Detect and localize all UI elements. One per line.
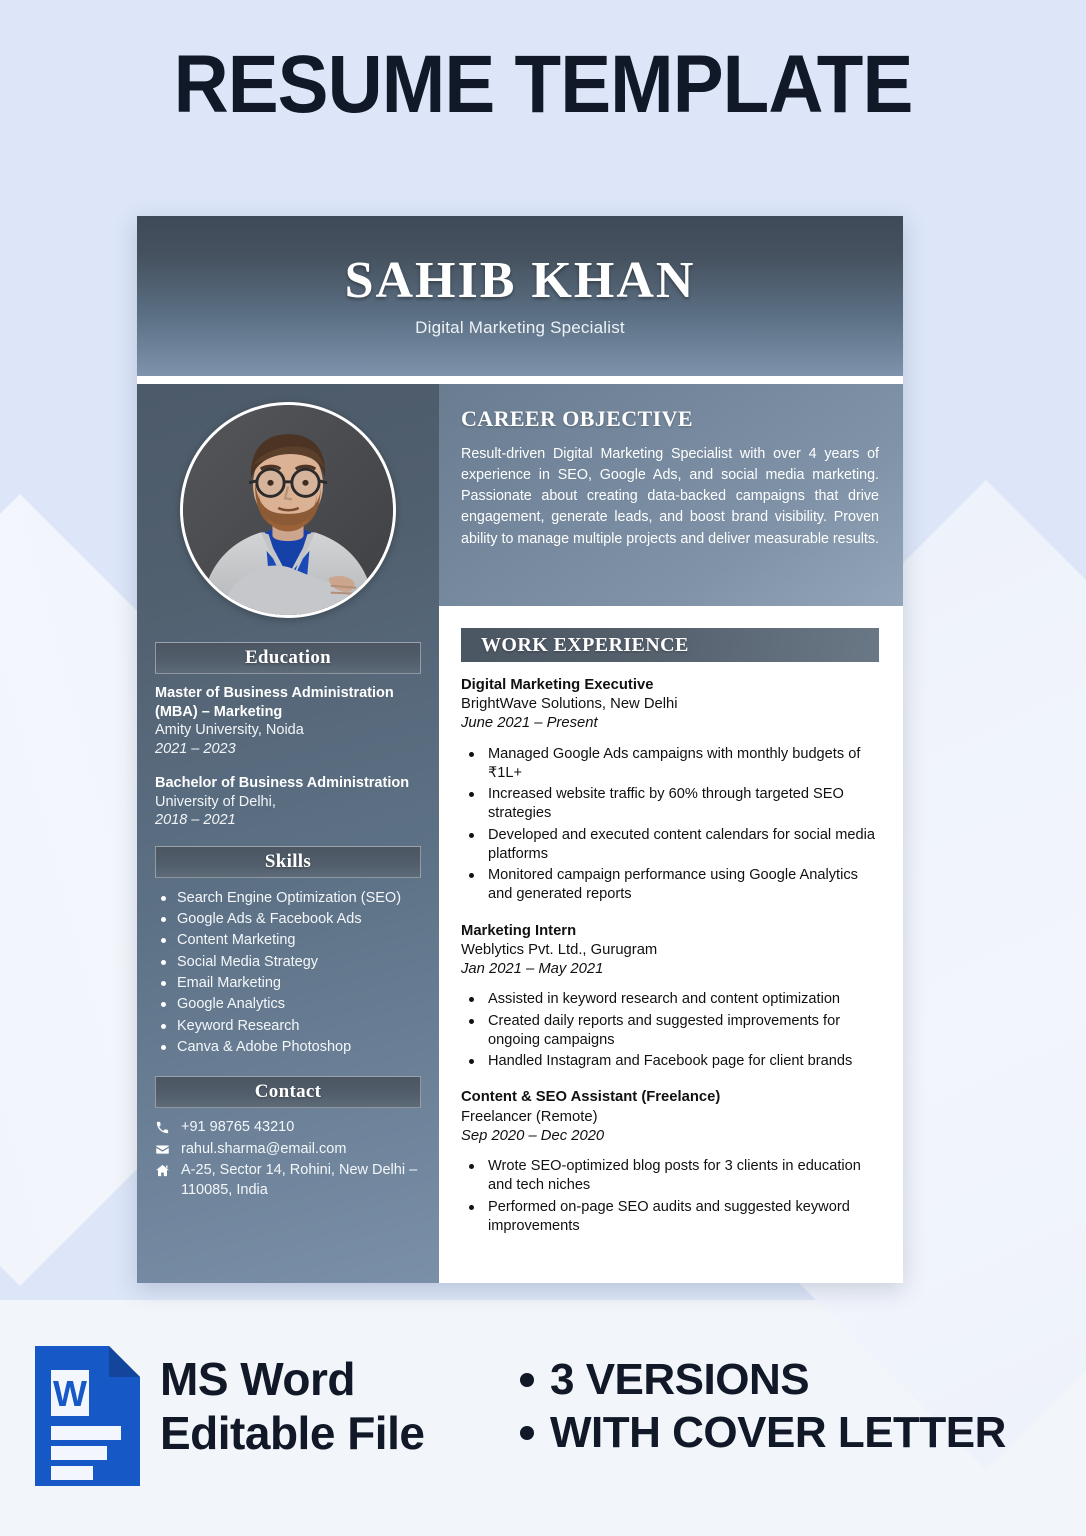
bullet-dot-icon <box>520 1426 534 1440</box>
footer-feature-label: WITH COVER LETTER <box>550 1407 1006 1457</box>
list-item: Assisted in keyword research and content optimization <box>461 990 879 1009</box>
career-objective-section <box>439 384 903 606</box>
candidate-name: SAHIB KHAN <box>344 252 696 310</box>
education-school: Amity University, Noida <box>155 722 304 739</box>
contact-list <box>155 1118 421 1200</box>
resume-header <box>137 216 903 376</box>
resume-main-column <box>439 384 903 1283</box>
list-item: Google Analytics <box>155 994 421 1015</box>
career-objective-text: Result-driven Digital Marketing Specialist with over 4 years of experience in SEO, Google Ads, and social media marketing. Passionate about creating data-backed campaigns that drive engagement, generate leads, and boost brand visibility. Proven ability to manage multiple projects and deliver measurable results. <box>461 446 879 547</box>
avatar <box>180 402 396 618</box>
portrait-photo-icon <box>183 405 393 615</box>
contact-phone-value: +91 98765 43210 <box>181 1119 295 1136</box>
contact-section <box>137 1076 439 1200</box>
footer-left-line-2: Editable File <box>160 1407 425 1460</box>
job-title: Content & SEO Assistant (Freelance) <box>461 1089 721 1106</box>
home-icon <box>155 1161 172 1178</box>
footer-banner <box>0 1330 1086 1536</box>
job-organization: Weblytics Pvt. Ltd., Gurugram <box>461 941 658 958</box>
list-item: Created daily reports and suggested improvements for ongoing campaigns <box>461 1012 879 1051</box>
page-title: RESUME TEMPLATE <box>173 39 913 130</box>
list-item: Search Engine Optimization (SEO) <box>155 888 421 909</box>
contact-heading: Contact <box>155 1076 421 1108</box>
work-experience-section <box>439 606 903 1236</box>
list-item: Content Marketing <box>155 930 421 951</box>
career-objective-heading: CAREER OBJECTIVE <box>461 406 693 431</box>
education-degree: Master of Business Administration (MBA) – Marketing <box>155 685 394 720</box>
list-item: Handled Instagram and Facebook page for client brands <box>461 1052 879 1071</box>
list-item: Developed and executed content calendars for social media platforms <box>461 826 879 865</box>
job-dates: Jan 2021 – May 2021 <box>461 961 604 978</box>
work-experience-heading: WORK EXPERIENCE <box>461 628 879 662</box>
job-entry <box>461 922 879 980</box>
education-item <box>155 684 421 758</box>
education-school: University of Delhi, <box>155 793 276 810</box>
job-title: Marketing Intern <box>461 922 577 939</box>
contact-address-value: A-25, Sector 14, Rohini, New Delhi – 110085, India <box>181 1162 418 1198</box>
skills-section <box>137 846 439 1059</box>
contact-email-row <box>155 1140 421 1159</box>
list-item: Google Ads & Facebook Ads <box>155 909 421 930</box>
job-bullet-list <box>461 1157 879 1236</box>
job-dates: June 2021 – Present <box>461 715 598 732</box>
education-heading: Education <box>155 642 421 674</box>
job-dates: Sep 2020 – Dec 2020 <box>461 1127 605 1144</box>
word-letter: W <box>53 1373 87 1414</box>
education-degree: Bachelor of Business Administration <box>155 775 410 792</box>
job-entry <box>461 1088 879 1146</box>
candidate-role: Digital Marketing Specialist <box>415 317 625 337</box>
resume-preview-card <box>137 216 903 1283</box>
envelope-icon <box>155 1140 172 1157</box>
header-divider-rule <box>137 376 903 384</box>
footer-feature-item <box>520 1407 1006 1460</box>
contact-phone-row <box>155 1118 421 1137</box>
skills-heading: Skills <box>155 846 421 878</box>
education-section <box>137 642 439 830</box>
footer-feature-list <box>520 1354 1006 1460</box>
list-item: Managed Google Ads campaigns with monthly budgets of ₹1L+ <box>461 745 879 784</box>
job-organization: Freelancer (Remote) <box>461 1108 598 1125</box>
contact-address-row <box>155 1161 421 1200</box>
list-item: Performed on-page SEO audits and suggested keyword improvements <box>461 1198 879 1237</box>
education-years: 2018 – 2021 <box>155 812 236 829</box>
list-item: Monitored campaign performance using Google Analytics and generated reports <box>461 866 879 905</box>
job-bullet-list <box>461 745 879 905</box>
ms-word-file-icon <box>35 1346 140 1486</box>
job-title: Digital Marketing Executive <box>461 677 654 693</box>
resume-body <box>137 384 903 1283</box>
list-item: Keyword Research <box>155 1016 421 1037</box>
phone-icon <box>155 1118 172 1135</box>
list-item: Social Media Strategy <box>155 952 421 973</box>
job-entry <box>461 676 879 734</box>
footer-feature-item <box>520 1354 1006 1407</box>
list-item: Wrote SEO-optimized blog posts for 3 clients in education and tech niches <box>461 1157 879 1196</box>
list-item: Increased website traffic by 60% through targeted SEO strategies <box>461 785 879 824</box>
footer-left-line-1: MS Word <box>160 1353 355 1405</box>
bullet-dot-icon <box>520 1373 534 1387</box>
education-years: 2021 – 2023 <box>155 740 236 757</box>
resume-sidebar <box>137 384 439 1283</box>
job-organization: BrightWave Solutions, New Delhi <box>461 696 678 713</box>
contact-email-value: rahul.sharma@email.com <box>181 1140 347 1157</box>
skills-list <box>155 888 421 1059</box>
footer-feature-label: 3 VERSIONS <box>550 1355 810 1404</box>
job-bullet-list <box>461 990 879 1071</box>
list-item: Email Marketing <box>155 973 421 994</box>
list-item: Canva & Adobe Photoshop <box>155 1037 421 1058</box>
footer-left-text <box>160 1352 424 1461</box>
education-item <box>155 774 421 830</box>
